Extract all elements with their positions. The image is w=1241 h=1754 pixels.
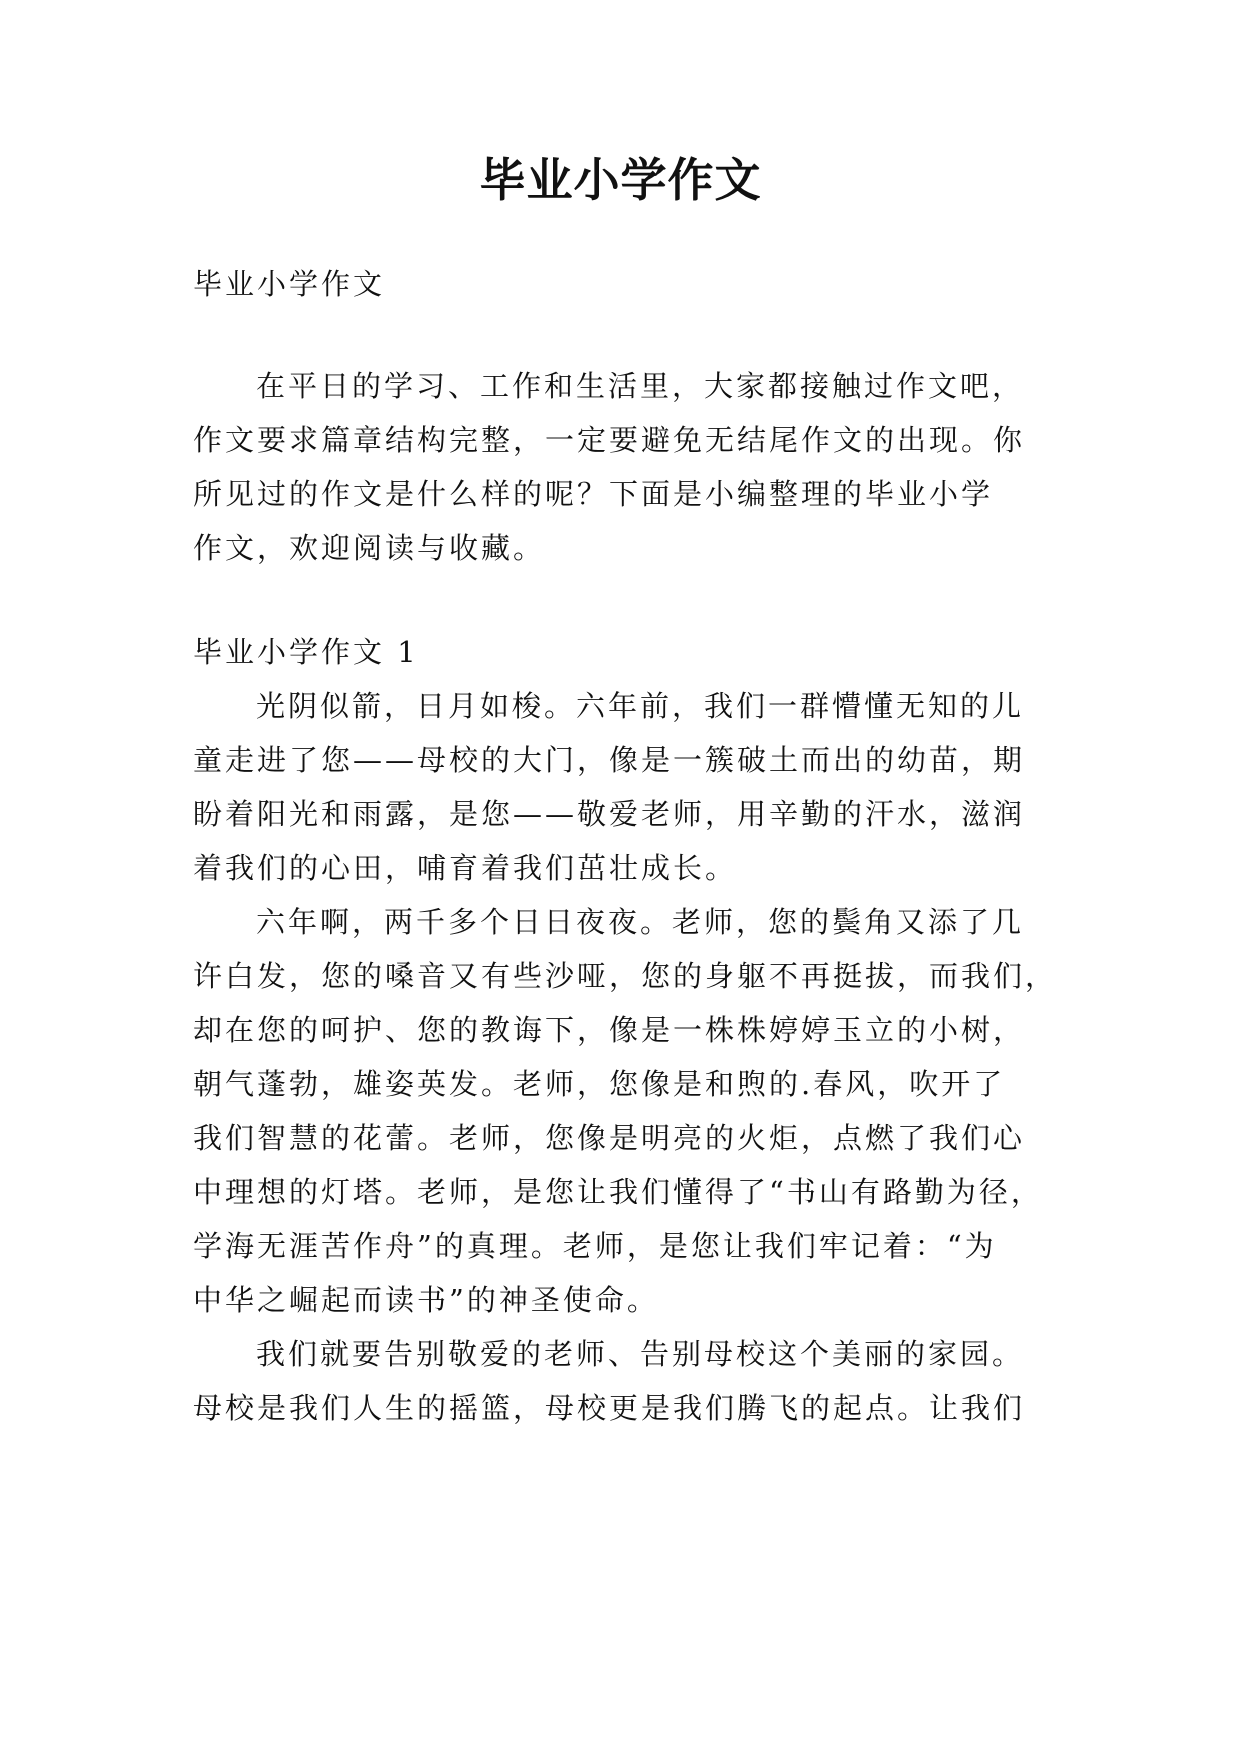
- paragraph-line: 着我们的心田，哺育着我们茁壮成长。: [193, 851, 738, 885]
- paragraph-line: 六年啊，两千多个日日夜夜。老师，您的鬓角又添了几: [256, 905, 1025, 939]
- paragraph-line: 光阴似箭，日月如梭。六年前，我们一群懵懂无知的儿: [256, 689, 1025, 723]
- paragraph-line: 许白发，您的嗓音又有些沙哑，您的身躯不再挺拔，而我们，: [193, 959, 1058, 993]
- document-subtitle: 毕业小学作文: [193, 267, 386, 301]
- paragraph-line: 母校是我们人生的摇篮，母校更是我们腾飞的起点。让我们: [193, 1391, 1026, 1425]
- paragraph-line: 我们智慧的花蕾。老师，您像是明亮的火炬，点燃了我们心: [193, 1121, 1026, 1155]
- paragraph-line: 却在您的呵护、您的教诲下，像是一株株婷婷玉立的小树，: [193, 1013, 1026, 1047]
- paragraph-line: 盼着阳光和雨露，是您——敬爱老师，用辛勤的汗水，滋润: [193, 797, 1026, 831]
- paragraph-line: 童走进了您——母校的大门，像是一簇破土而出的幼苗，期: [193, 743, 1026, 777]
- section-heading: 毕业小学作文 1: [193, 635, 419, 669]
- paragraph-line: 中华之崛起而读书”的神圣使命。: [193, 1283, 659, 1317]
- paragraph-line: 学海无涯苦作舟”的真理。老师，是您让我们牢记着：“为: [193, 1229, 997, 1263]
- intro-line: 在平日的学习、工作和生活里，大家都接触过作文吧，: [256, 369, 1025, 403]
- document-title: 毕业小学作文: [479, 153, 762, 207]
- paragraph-line: 中理想的灯塔。老师，是您让我们懂得了“书山有路勤为径，: [193, 1175, 1043, 1209]
- paragraph-line: 朝气蓬勃，雄姿英发。老师，您像是和煦的.春风，吹开了: [193, 1067, 1006, 1101]
- intro-line: 作文要求篇章结构完整，一定要避免无结尾作文的出现。你: [193, 423, 1026, 457]
- intro-line: 作文，欢迎阅读与收藏。: [193, 531, 546, 565]
- paragraph-line: 我们就要告别敬爱的老师、告别母校这个美丽的家园。: [256, 1337, 1025, 1371]
- intro-line: 所见过的作文是什么样的呢？下面是小编整理的毕业小学: [193, 477, 994, 511]
